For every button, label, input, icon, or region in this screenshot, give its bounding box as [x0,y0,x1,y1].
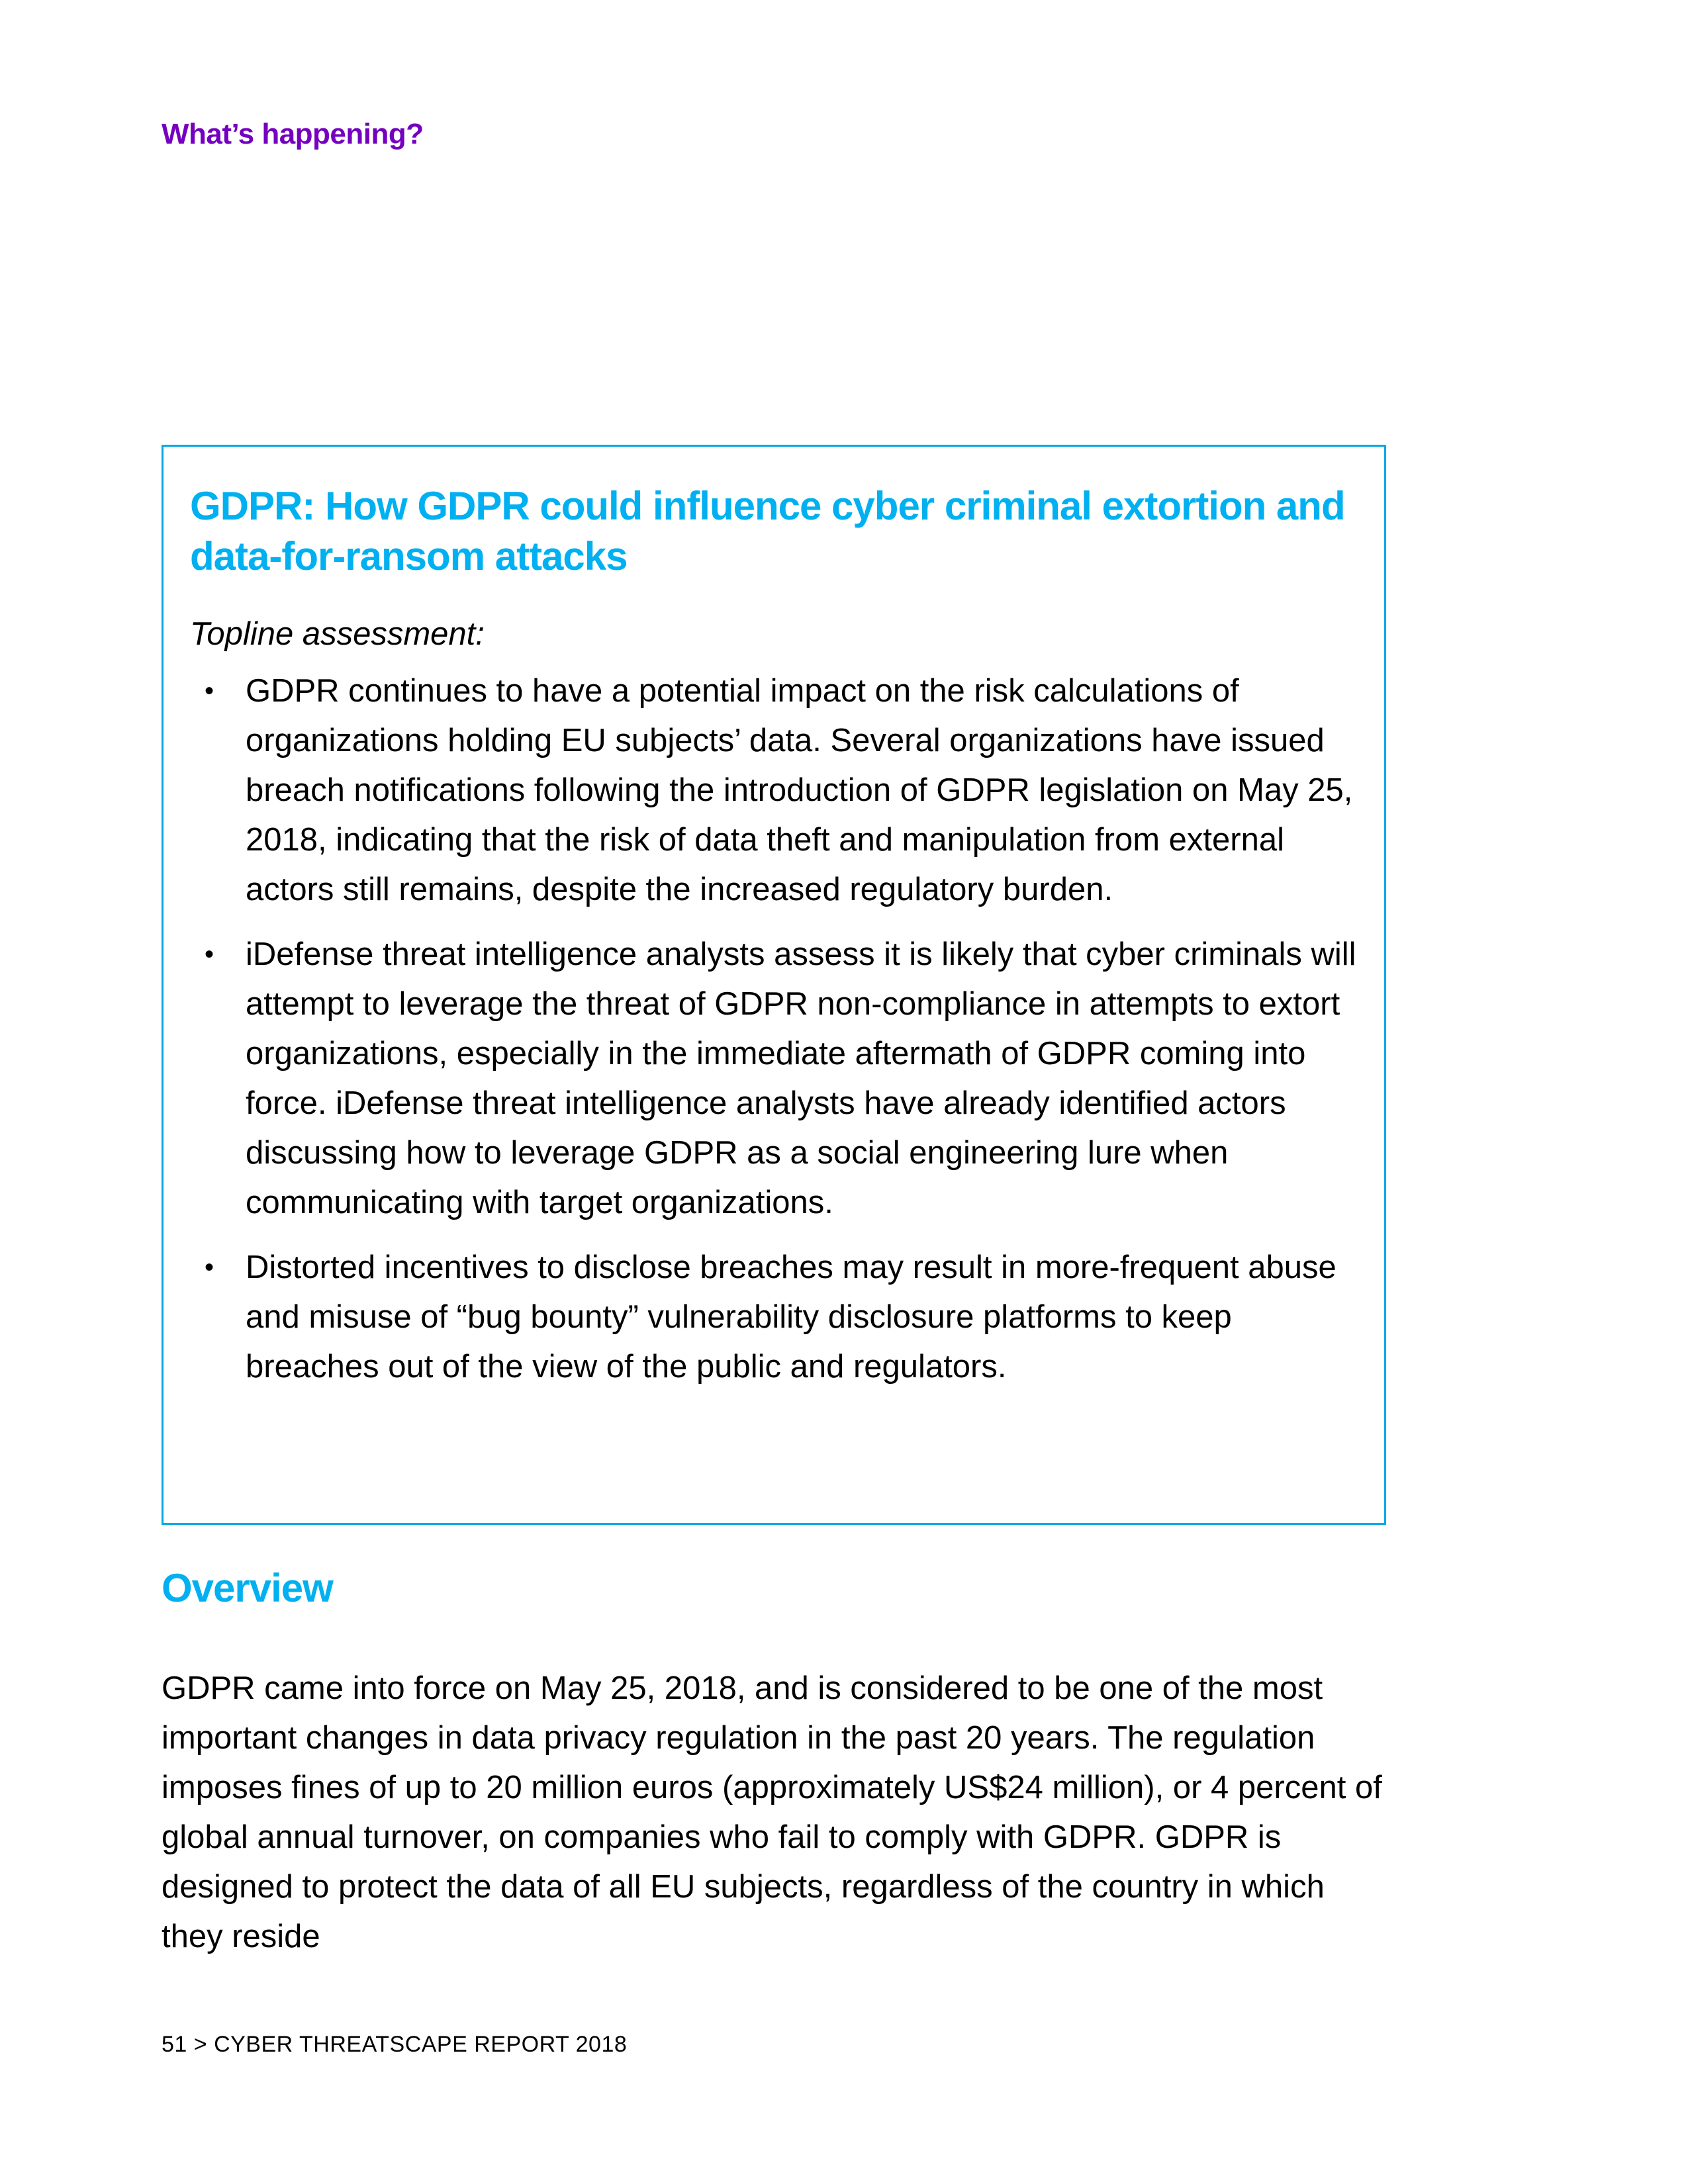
bullet-dot-icon: • [205,1253,214,1282]
bullet-item [190,1243,1358,1392]
bullet-text: GDPR continues to have a potential impact on the risk calculations of organizations holding EU subjects’ data. Several organizations have issued breach notifications following the introduction of GDPR legislation on May 25, 2018, indicating that the risk of data theft and manipulation from external actors still remains, despite the increased regulatory burden. [246,673,1353,907]
bullet-dot-icon: • [205,940,214,969]
page-footer: 51 > CYBER THREATSCAPE REPORT 2018 [162,2032,628,2057]
bullet-item [190,666,1358,915]
bullet-text: iDefense threat intelligence analysts assess it is likely that cyber criminals will attempt to leverage the threat of GDPR non-compliance in attempts to extort organizations, especially in the immediate aftermath of GDPR coming into force. iDefense threat intelligence analysts have already identified actors discussing how to leverage GDPR as a social engineering lure when communicating with target organizations. [246,936,1356,1220]
bullet-dot-icon: • [205,676,214,705]
section-label: What’s happening? [162,118,424,150]
assessment-bullet-list [190,666,1358,1392]
overview-paragraph: GDPR came into force on May 25, 2018, and is considered to be one of the most important changes in data privacy regulation in the past 20 years. The regulation imposes fines of up to 20 million euros (approximately US$24 million), or 4 percent of global annual turnover, on companies who fail to comply with GDPR. GDPR is designed to protect the data of all EU subjects, regardless of the country in which they reside [162,1670,1382,1954]
topline-assessment-label: Topline assessment: [190,616,485,652]
callout-title: GDPR: How GDPR could influence cyber criminal extortion and data-for-ransom attacks [190,484,1345,578]
bullet-item [190,930,1358,1228]
overview-heading: Overview [162,1566,333,1610]
callout-box [162,445,1386,1525]
bullet-text: Distorted incentives to disclose breaches may result in more-frequent abuse and misuse of “bug bounty” vulnerability disclosure platforms to keep breaches out of the view of the public and regulators. [246,1250,1336,1385]
